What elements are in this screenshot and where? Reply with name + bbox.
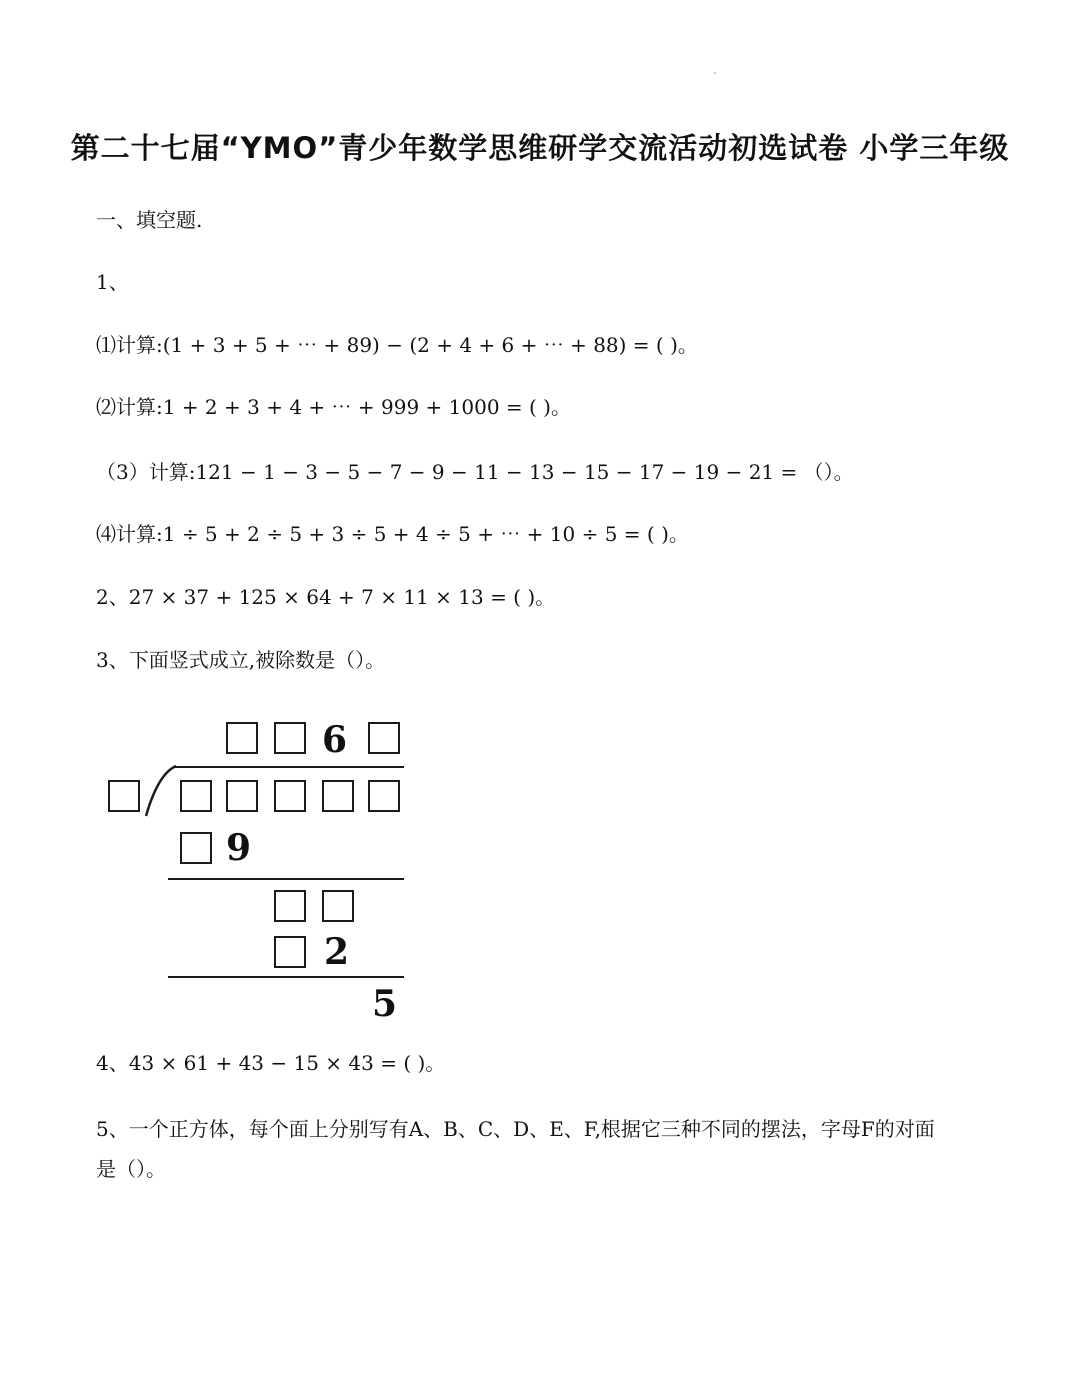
division-bracket bbox=[140, 764, 180, 818]
partial-2-box bbox=[274, 936, 306, 968]
question-4: 4、43 × 61 + 43 − 15 × 43 = ( )。 bbox=[96, 1051, 446, 1075]
question-1-part-2: ⑵计算:1 + 2 + 3 + 4 + ⋯ + 999 + 1000 = ( )。 bbox=[96, 395, 571, 419]
quotient-box-4 bbox=[368, 722, 400, 754]
partial-1-box bbox=[180, 832, 212, 864]
question-1-part-3: （3）计算:121 − 1 − 3 − 5 − 7 − 9 − 11 − 13 − 15 − 17 − 19 − 21 = （）。 bbox=[96, 460, 854, 484]
dividend-box-4 bbox=[322, 780, 354, 812]
section-heading: 一、填空题. bbox=[96, 208, 203, 232]
remainder-1-box-1 bbox=[274, 890, 306, 922]
division-bar bbox=[174, 766, 404, 768]
remainder-1-box-2 bbox=[322, 890, 354, 922]
quotient-box-1 bbox=[226, 722, 258, 754]
question-1-part-1: ⑴计算:(1 + 3 + 5 + ⋯ + 89) − (2 + 4 + 6 + ⋯ + 88) = ( )。 bbox=[96, 333, 698, 357]
final-remainder: 5 bbox=[372, 983, 398, 1025]
partial-2-digit: 2 bbox=[324, 931, 350, 973]
question-5-line-1: 5、一个正方体，每个面上分别写有A、B、C、D、E、F,根据它三种不同的摆法，字母F的对面 bbox=[96, 1117, 935, 1141]
long-division-figure bbox=[100, 712, 420, 1032]
question-3: 3、下面竖式成立,被除数是（）。 bbox=[96, 648, 386, 672]
subtraction-line-1 bbox=[168, 878, 404, 880]
quotient-box-2 bbox=[274, 722, 306, 754]
partial-1-digit: 9 bbox=[226, 827, 252, 869]
quotient-digit: 6 bbox=[322, 719, 348, 761]
question-5-line-2: 是（）。 bbox=[96, 1157, 166, 1181]
divisor-box bbox=[108, 780, 140, 812]
page-title: 第二十七届“YMO”青少年数学思维研学交流活动初选试卷 小学三年级 bbox=[70, 131, 1010, 165]
dividend-box-1 bbox=[180, 780, 212, 812]
dividend-box-5 bbox=[368, 780, 400, 812]
scan-speck bbox=[714, 72, 716, 74]
dividend-box-3 bbox=[274, 780, 306, 812]
question-1-part-4: ⑷计算:1 ÷ 5 + 2 ÷ 5 + 3 ÷ 5 + 4 ÷ 5 + ⋯ + 10 ÷ 5 = ( )。 bbox=[96, 522, 689, 546]
question-2: 2、27 × 37 + 125 × 64 + 7 × 11 × 13 = ( )。 bbox=[96, 585, 556, 609]
subtraction-line-2 bbox=[168, 976, 404, 978]
dividend-box-2 bbox=[226, 780, 258, 812]
question-1-label: 1、 bbox=[96, 270, 129, 294]
